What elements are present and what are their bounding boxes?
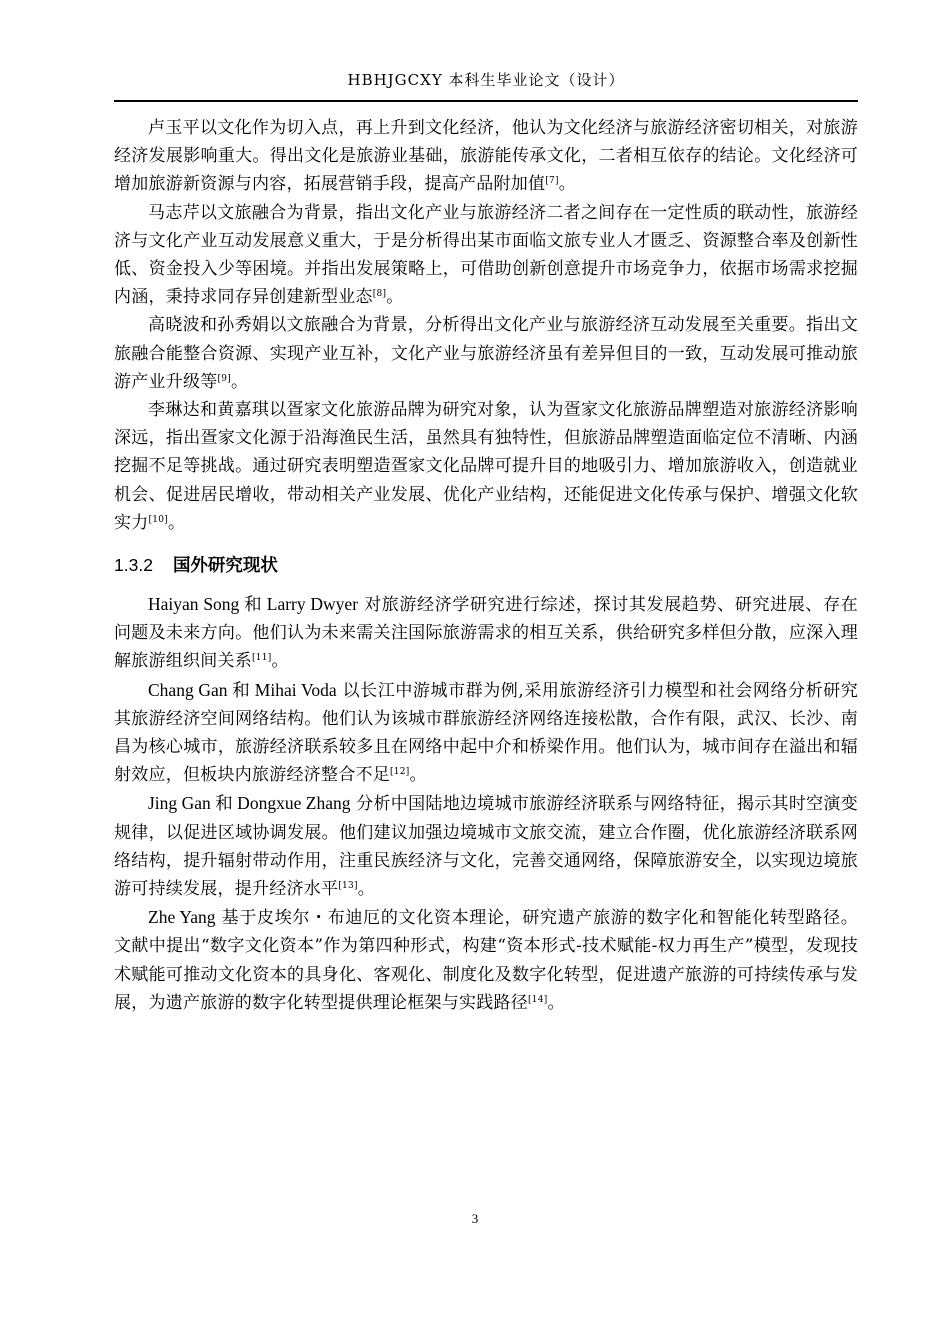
paragraph-end: 。: [386, 287, 404, 308]
paragraph-text: 马志芹以文旅融合为背景，指出文化产业与旅游经济二者之间存在一定性质的联动性，旅游经济与文化产业互动发展意义重大，于是分析得出某市面临文旅专业人才匮乏、资源整合率及创新性低、资金投入少等困境。并指出发展策略上，可借助创新创意提升市场竞争力，依据市场需求挖掘内涵，秉持求同存异创建新型业态: [114, 202, 858, 308]
paragraph-end: 。: [558, 174, 576, 195]
author-names: Jing Gan 和 Dongxue Zhang: [148, 793, 351, 814]
paragraph-end: 。: [271, 651, 289, 672]
paragraph: [114, 396, 858, 537]
section-heading: [114, 537, 858, 590]
paragraph-text: 高晓波和孙秀娟以文旅融合为背景，分析得出文化产业与旅游经济互动发展至关重要。指出文旅融合能整合资源、实现产业互补，文化产业与旅游经济虽有差异但目的一致，互动发展可推动旅游产业升级等: [114, 315, 858, 392]
paragraph: [114, 311, 858, 396]
citation: [8]: [372, 289, 387, 300]
section-title: 国外研究现状: [172, 556, 278, 577]
citation: [12]: [390, 767, 410, 778]
paragraph-end: 。: [167, 512, 186, 533]
citation: [13]: [338, 881, 358, 892]
author-names: Chang Gan 和 Mihai Voda: [148, 679, 337, 700]
paragraph: [114, 114, 858, 199]
paragraph-text: 对旅游经济学研究进行综述，探讨其发展趋势、研究进展、存在问题及未来方向。他们认为未来需关注国际旅游需求的相互关系，供给研究多样但分散，应深入理解旅游组织间关系: [114, 595, 858, 672]
citation: [11]: [252, 653, 272, 664]
paragraph-end: 。: [547, 992, 565, 1013]
citation: [10]: [148, 514, 168, 525]
paragraph-text: 分析中国陆地边境城市旅游经济联系与网络特征，揭示其时空演变规律，以促进区域协调发展。他们建议加强边境城市文旅交流，建立合作圈，优化旅游经济联系网络结构，提升辐射带动作用，注重民族经济与文化，完善交通网络，保障旅游安全，以实现边境旅游可持续发展，提升经济水平: [114, 794, 858, 900]
paragraph: [114, 903, 858, 1017]
paragraph-end: 。: [357, 879, 375, 900]
section-number: 1.3.2: [114, 555, 153, 576]
paragraph-end: 。: [409, 765, 427, 786]
paragraph-text: 以长江中游城市群为例,采用旅游经济引力模型和社会网络分析研究其旅游经济空间网络结构。他们认为该城市群旅游经济网络连接松散，合作有限，武汉、长沙、南昌为核心城市，旅游经济联系较多且在网络中起中介和桥梁作用。他们认为，城市间存在溢出和辐射效应，但板块内旅游经济整合不足: [114, 680, 858, 786]
citation: [9]: [217, 373, 231, 384]
paragraph: [114, 199, 858, 312]
author-names: Zhe Yang: [148, 907, 216, 928]
page-number: 3: [471, 1211, 479, 1226]
citation: [7]: [545, 176, 559, 187]
page-header: HBHJGCXY 本科生毕业论文（设计）: [347, 71, 625, 89]
author-names: Haiyan Song 和 Larry Dwyer: [148, 594, 359, 615]
header-rule: [114, 100, 858, 102]
citation: [14]: [528, 994, 548, 1005]
paragraph-text: 基于皮埃尔・布迪厄的文化资本理论，研究遗产旅游的数字化和智能化转型路径。文献中提出“数字文化资本”作为第四种形式，构建“资本形式-技术赋能-权力再生产”模型，发现技术赋能可推动文化资本的具身化、客观化、制度化及数字化转型，促进遗产旅游的可持续传承与发展，为遗产旅游的数字化转型提供理论框架与实践路径: [114, 908, 858, 1013]
body-text: [114, 114, 858, 1017]
paragraph: [114, 789, 858, 903]
paragraph-text: 卢玉平以文化作为切入点，再上升到文化经济，他认为文化经济与旅游经济密切相关，对旅游经济发展影响重大。得出文化是旅游业基础，旅游能传承文化，二者相互依存的结论。文化经济可增加旅游新资源与内容，拓展营销手段，提高产品附加值: [114, 118, 858, 195]
paragraph-text: 李琳达和黄嘉琪以疍家文化旅游品牌为研究对象，认为疍家文化旅游品牌塑造对旅游经济影响深远，指出疍家文化源于沿海渔民生活，虽然具有独特性，但旅游品牌塑造面临定位不清晰、内涵挖掘不足等挑战。通过研究表明塑造疍家文化品牌可提升目的地吸引力、增加旅游收入，创造就业机会、促进居民增收，带动相关产业发展、优化产业结构，还能促进文化传承与保护、增强文化软实力: [114, 400, 858, 533]
paragraph: [114, 590, 858, 676]
paragraph: [114, 676, 858, 790]
paragraph-end: 。: [231, 371, 249, 392]
